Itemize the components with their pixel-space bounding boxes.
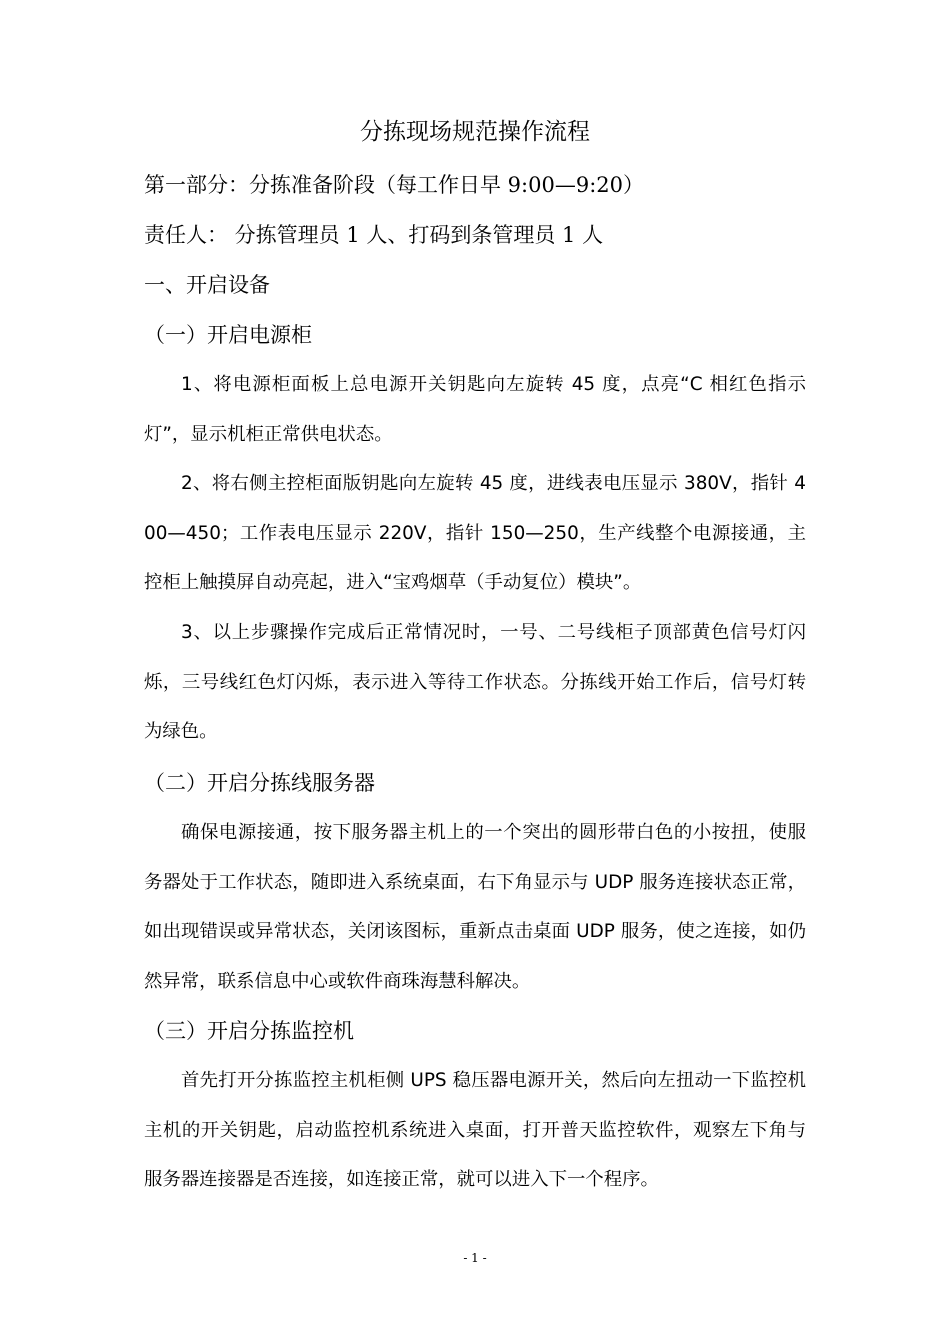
- part-heading: 第一部分：分拣准备阶段（每工作日早 9:00—9:20）: [144, 173, 644, 197]
- subsection-heading: （二）开启分拣线服务器: [144, 771, 375, 795]
- paragraph: 3、以上步骤操作完成后正常情况时，一号、二号线柜子顶部黄色信号灯闪烁，三号线红色灯闪烁，表示进入等待工作状态。分拣线开始工作后，信号灯转为绿色。: [144, 622, 806, 742]
- page-number: - 1 -: [463, 1251, 487, 1265]
- paragraph: 2、将右侧主控柜面版钥匙向左旋转 45 度，进线表电压显示 380V，指针 400—450；工作表电压显示 220V，指针 150—250，生产线整个电源接通，主控柜上触摸屏自动亮起，进入“宝鸡烟草（手动复位）模块”。: [144, 473, 806, 593]
- subsection-heading: （三）开启分拣监控机: [144, 1019, 354, 1043]
- paragraph: 1、将电源柜面板上总电源开关钥匙向左旋转 45 度，点亮“C 相红色指示灯”，显示机柜正常供电状态。: [144, 374, 806, 445]
- document-title: 分拣现场规范操作流程: [360, 119, 590, 145]
- paragraph: 确保电源接通，按下服务器主机上的一个突出的圆形带白色的小按扭，使服务器处于工作状态，随即进入系统桌面，右下角显示与 UDP 服务连接状态正常，如出现错误或异常状态，关闭该图标，重新点击桌面 UDP 服务，使之连接，如仍然异常，联系信息中心或软件商珠海慧科解决。: [144, 822, 806, 992]
- responsible-line: 责任人： 分拣管理员 1 人、打码到条管理员 1 人: [144, 223, 604, 247]
- paragraph: 首先打开分拣监控主机柜侧 UPS 稳压器电源开关，然后向左扭动一下监控机主机的开关钥匙，启动监控机系统进入桌面，打开普天监控软件，观察左下角与服务器连接器是否连接，如连接正常，就可以进入下一个程序。: [144, 1070, 806, 1190]
- section-heading: 一、开启设备: [144, 273, 270, 297]
- subsection-heading: （一）开启电源柜: [144, 323, 312, 347]
